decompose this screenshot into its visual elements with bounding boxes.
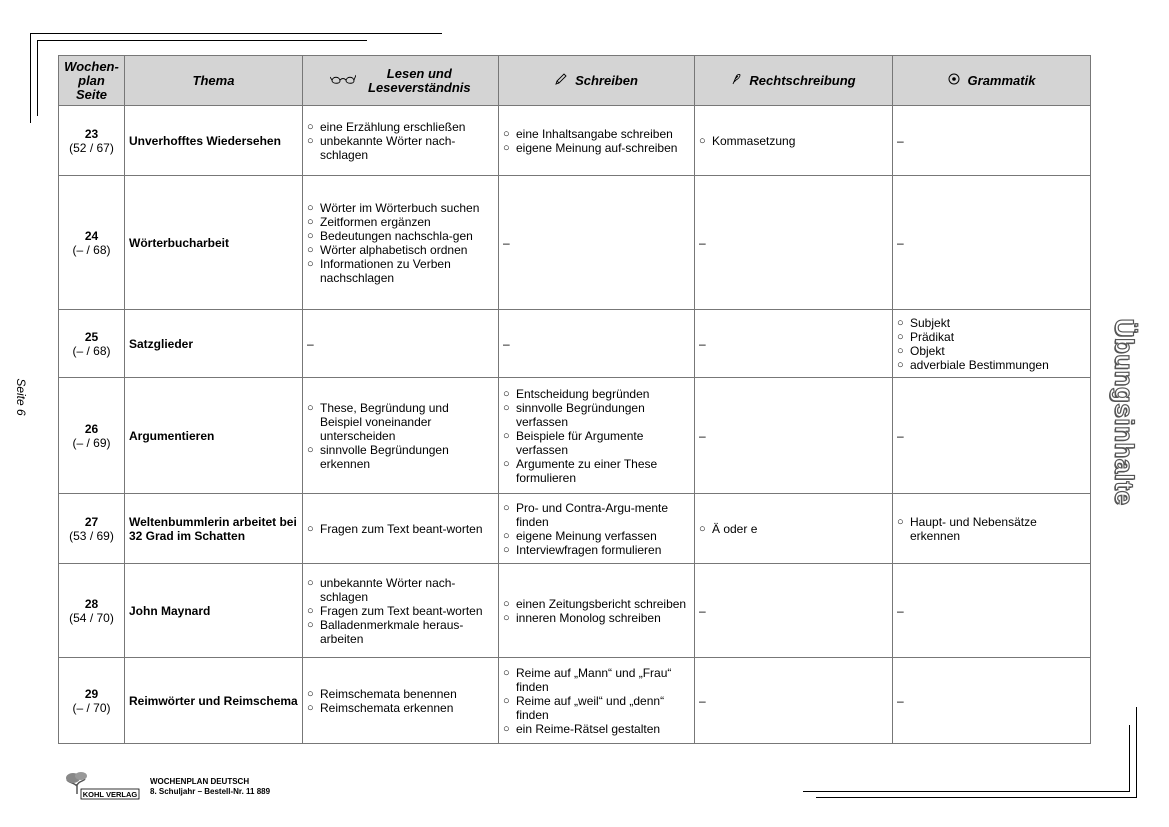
header-wochenplan	[59, 56, 125, 106]
cell-page-number	[59, 310, 125, 378]
cell-schreiben	[499, 658, 695, 744]
header-lesen-line2: Leseverständnis	[368, 79, 471, 95]
cell-lesen-list	[307, 522, 494, 536]
cell-rechtschreibung	[695, 176, 893, 310]
thema-text: Unverhofftes Wiedersehen	[129, 133, 281, 148]
cell-schreiben-item: ○ eine Inhaltsangabe schreiben	[503, 127, 690, 141]
cell-lesen-item: ○ Reimschemata benennen	[307, 687, 494, 701]
cell-lesen-list	[307, 120, 494, 162]
cell-schreiben	[499, 310, 695, 378]
cell-rechtschreibung-value: –	[699, 336, 706, 351]
cell-schreiben-item: ○ Pro- und Contra-Argu-mente finden	[503, 501, 690, 529]
frame-line-right-inner	[1129, 725, 1130, 792]
cell-schreiben-item: ○ sinnvolle Begründungen verfassen	[503, 401, 690, 429]
cell-page-number	[59, 378, 125, 494]
cell-lesen-item: ○ Wörter alphabetisch ordnen	[307, 243, 494, 257]
thema-text: Argumentieren	[129, 428, 215, 443]
cell-lesen-item: ○ These, Begründung und Beispiel voneinander unterscheiden	[307, 401, 494, 443]
thema-text: Satzglieder	[129, 336, 194, 351]
cell-lesen-item: ○ unbekannte Wörter nach-schlagen	[307, 134, 494, 162]
table-row	[59, 494, 1091, 564]
page-range: (– / 68)	[72, 343, 111, 358]
cell-lesen	[303, 310, 499, 378]
cell-schreiben-list	[503, 597, 690, 625]
frame-line-left-inner	[37, 40, 38, 116]
header-lesen	[303, 56, 499, 106]
cell-grammatik	[893, 106, 1091, 176]
cell-schreiben-list	[503, 501, 690, 557]
cell-grammatik-item: ○ Prädikat	[897, 330, 1086, 344]
pencil-icon	[555, 73, 567, 88]
cell-thema	[125, 564, 303, 658]
cell-lesen-item: ○ Bedeutungen nachschla-gen	[307, 229, 494, 243]
cell-thema	[125, 176, 303, 310]
cell-lesen-item: ○ sinnvolle Begründungen erkennen	[307, 443, 494, 471]
cell-page-number	[59, 176, 125, 310]
cell-thema	[125, 106, 303, 176]
cell-schreiben	[499, 494, 695, 564]
cell-grammatik-item: ○ Objekt	[897, 344, 1086, 358]
page-range: (– / 69)	[72, 435, 111, 450]
cell-lesen-list	[307, 401, 494, 471]
cell-lesen-item: ○ Fragen zum Text beant-worten	[307, 604, 494, 618]
table-header-row	[59, 56, 1091, 106]
cell-grammatik-item: ○ Haupt- und Nebensätze erkennen	[897, 515, 1086, 543]
header-rechtschreibung-label: Rechtschreibung	[749, 72, 856, 88]
header-wochenplan-line2: plan	[78, 72, 105, 88]
cell-grammatik-value: –	[897, 603, 904, 618]
frame-line-left-outer	[30, 33, 31, 123]
quill-icon	[731, 73, 741, 88]
cell-grammatik	[893, 378, 1091, 494]
table-row	[59, 564, 1091, 658]
cell-page-number	[59, 494, 125, 564]
cell-schreiben-item: ○ Argumente zu einer These formulieren	[503, 457, 690, 485]
cell-lesen-list	[307, 576, 494, 646]
page-range: (– / 68)	[72, 242, 111, 257]
cell-rechtschreibung-value: –	[699, 235, 706, 250]
header-grammatik-label: Grammatik	[967, 72, 1036, 88]
cell-lesen-item: ○ Reimschemata erkennen	[307, 701, 494, 715]
cell-rechtschreibung-value: –	[699, 428, 706, 443]
header-schreiben-label: Schreiben	[575, 72, 638, 88]
cell-schreiben	[499, 564, 695, 658]
header-grammatik	[893, 56, 1091, 106]
frame-line-top-outer	[30, 33, 442, 34]
cell-schreiben-value: –	[503, 235, 510, 250]
cell-grammatik	[893, 564, 1091, 658]
cell-lesen-item: ○ Fragen zum Text beant-worten	[307, 522, 494, 536]
cell-lesen	[303, 378, 499, 494]
side-section-title-text: Übungsinhalte	[1109, 318, 1140, 506]
page-number: 29	[84, 686, 99, 701]
frame-line-bottom-inner	[803, 791, 1129, 792]
footer-line1: WOCHENPLAN DEUTSCH	[150, 777, 250, 786]
page-range: (52 / 67)	[69, 140, 114, 155]
cell-rechtschreibung	[695, 658, 893, 744]
cell-lesen-item: ○ unbekannte Wörter nach-schlagen	[307, 576, 494, 604]
frame-line-right-outer	[1136, 707, 1137, 798]
cell-lesen	[303, 564, 499, 658]
cell-schreiben-list	[503, 387, 690, 485]
glasses-icon	[330, 73, 356, 88]
cell-rechtschreibung	[695, 564, 893, 658]
page-number: 27	[84, 514, 99, 529]
cell-schreiben-value: –	[503, 336, 510, 351]
cell-rechtschreibung	[695, 106, 893, 176]
weekly-plan-table	[58, 55, 1091, 744]
thema-text: Wörterbucharbeit	[129, 235, 230, 250]
header-thema-label: Thema	[192, 72, 235, 88]
cell-rechtschreibung	[695, 494, 893, 564]
table-row	[59, 310, 1091, 378]
cell-lesen-item: ○ Wörter im Wörterbuch suchen	[307, 201, 494, 215]
cell-rechtschreibung-item: ○ Ä oder e	[699, 522, 888, 536]
cell-schreiben-item: ○ einen Zeitungsbericht schreiben	[503, 597, 690, 611]
page-number: 24	[84, 228, 99, 243]
frame-line-top-inner	[37, 40, 367, 41]
cell-schreiben-list	[503, 666, 690, 736]
cell-schreiben-item: ○ Reime auf „Mann“ und „Frau“ finden	[503, 666, 690, 694]
thema-text: Reimwörter und Reimschema	[129, 693, 298, 708]
cell-grammatik-list	[897, 515, 1086, 543]
page-number: 28	[84, 596, 99, 611]
cell-grammatik-value: –	[897, 133, 904, 148]
page-number: 26	[84, 421, 99, 436]
cell-schreiben-item: ○ Beispiele für Argumente verfassen	[503, 429, 690, 457]
cell-page-number	[59, 658, 125, 744]
table-row	[59, 658, 1091, 744]
target-icon	[948, 73, 960, 88]
cell-schreiben-item: ○ Interviewfragen formulieren	[503, 543, 690, 557]
cell-rechtschreibung-value: –	[699, 603, 706, 618]
cell-schreiben-item: ○ Entscheidung begründen	[503, 387, 690, 401]
cell-grammatik-value: –	[897, 235, 904, 250]
cell-rechtschreibung-list	[699, 134, 888, 148]
cell-page-number	[59, 564, 125, 658]
frame-line-bottom-outer	[816, 797, 1136, 798]
cell-lesen-item: ○ eine Erzählung erschließen	[307, 120, 494, 134]
cell-schreiben-item: ○ ein Reime-Rätsel gestalten	[503, 722, 690, 736]
page-number: 23	[84, 126, 99, 141]
cell-schreiben-item: ○ inneren Monolog schreiben	[503, 611, 690, 625]
cell-grammatik-item: ○ Subjekt	[897, 316, 1086, 330]
cell-lesen	[303, 494, 499, 564]
cell-lesen-item: ○ Balladenmerkmale heraus-arbeiten	[307, 618, 494, 646]
cell-grammatik	[893, 176, 1091, 310]
cell-schreiben	[499, 106, 695, 176]
cell-lesen-list	[307, 687, 494, 715]
cell-grammatik	[893, 658, 1091, 744]
cell-rechtschreibung	[695, 310, 893, 378]
cell-lesen-list	[307, 201, 494, 285]
side-page-number: Seite 6	[14, 378, 28, 416]
cell-schreiben	[499, 176, 695, 310]
cell-schreiben-item: ○ eigene Meinung verfassen	[503, 529, 690, 543]
cell-page-number	[59, 106, 125, 176]
cell-schreiben-item: ○ eigene Meinung auf-schreiben	[503, 141, 690, 155]
cell-grammatik	[893, 310, 1091, 378]
table-row	[59, 106, 1091, 176]
page-range: (53 / 69)	[69, 528, 114, 543]
kohl-verlag-logo	[63, 770, 145, 800]
cell-schreiben	[499, 378, 695, 494]
header-wochenplan-line1: Wochen-	[64, 58, 119, 74]
header-lesen-line1: Lesen und	[386, 65, 452, 81]
cell-schreiben-item: ○ Reime auf „weil“ und „denn“ finden	[503, 694, 690, 722]
cell-lesen	[303, 658, 499, 744]
header-wochenplan-line3: Seite	[75, 86, 108, 102]
cell-lesen-value: –	[307, 336, 314, 351]
cell-rechtschreibung	[695, 378, 893, 494]
thema-text: Weltenbummlerin arbeitet bei 32 Grad im Schatten	[129, 514, 297, 543]
header-thema	[125, 56, 303, 106]
cell-lesen-item: ○ Zeitformen ergänzen	[307, 215, 494, 229]
footer-line2: 8. Schuljahr – Bestell-Nr. 11 889	[150, 787, 271, 796]
cell-thema	[125, 494, 303, 564]
page-range: (– / 70)	[72, 700, 111, 715]
cell-grammatik-value: –	[897, 428, 904, 443]
table-row	[59, 378, 1091, 494]
page-range: (54 / 70)	[69, 610, 114, 625]
cell-lesen	[303, 106, 499, 176]
logo-text: KOHL VERLAG	[82, 790, 138, 799]
cell-grammatik-value: –	[897, 693, 904, 708]
cell-thema	[125, 378, 303, 494]
cell-rechtschreibung-value: –	[699, 693, 706, 708]
table-row	[59, 176, 1091, 310]
header-rechtschreibung	[695, 56, 893, 106]
thema-text: John Maynard	[129, 603, 211, 618]
header-schreiben	[499, 56, 695, 106]
cell-grammatik	[893, 494, 1091, 564]
page-number: 25	[84, 329, 99, 344]
cell-thema	[125, 310, 303, 378]
cell-thema	[125, 658, 303, 744]
cell-schreiben-list	[503, 127, 690, 155]
cell-lesen-item: ○ Informationen zu Verben nachschlagen	[307, 257, 494, 285]
cell-grammatik-list	[897, 316, 1086, 372]
cell-lesen	[303, 176, 499, 310]
cell-rechtschreibung-item: ○ Kommasetzung	[699, 134, 888, 148]
footer-text	[150, 777, 270, 797]
cell-rechtschreibung-list	[699, 522, 888, 536]
cell-grammatik-item: ○ adverbiale Bestimmungen	[897, 358, 1086, 372]
